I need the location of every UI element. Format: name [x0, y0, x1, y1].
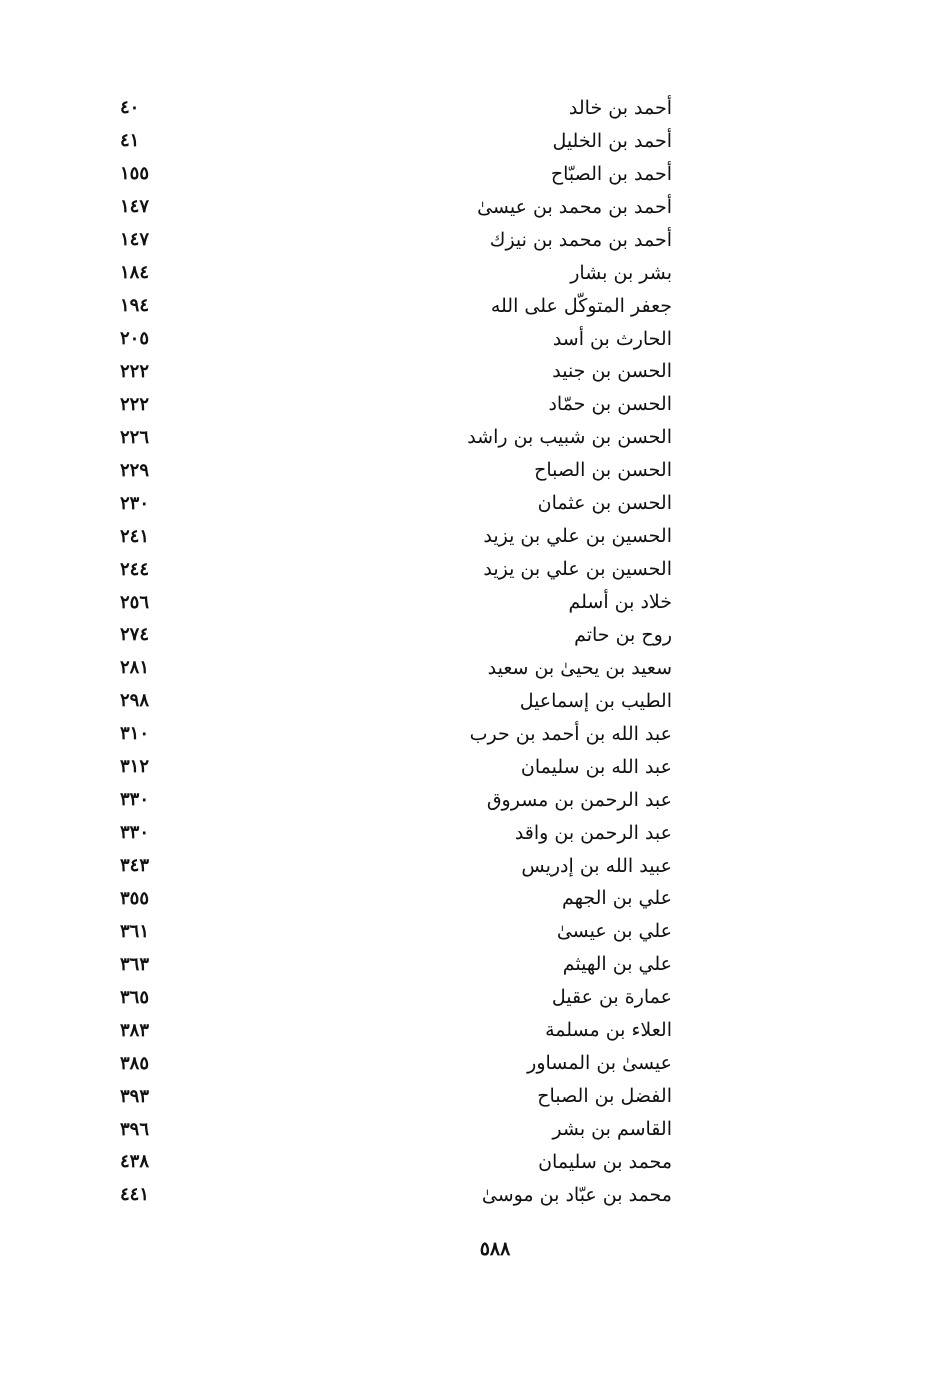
index-name: علي بن عيسىٰ [556, 920, 672, 943]
index-row [120, 619, 672, 652]
index-row [120, 1047, 672, 1080]
index-row [120, 520, 672, 553]
index-page-ref: ٣٩٣ [120, 1085, 150, 1107]
page-number: ٥٨٨ [479, 1238, 511, 1260]
index-name: أحمد بن محمد بن نيزك [489, 228, 672, 251]
index-row [120, 1113, 672, 1146]
index-page-ref: ٤١ [120, 130, 140, 152]
index-name: محمد بن عبّاد بن موسىٰ [481, 1183, 672, 1206]
index-name: الحارث بن أسد [552, 327, 672, 350]
index-page-ref: ٢٠٥ [120, 328, 150, 350]
index-page-ref: ٢٢٦ [120, 426, 150, 448]
index-name: القاسم بن بشر [552, 1118, 672, 1141]
index-row [120, 685, 672, 718]
index-row [120, 751, 672, 784]
index-row [120, 718, 672, 751]
index-page-ref: ٢٢٩ [120, 459, 150, 481]
index-name: جعفر المتوكّل على الله [490, 294, 672, 317]
index-row [120, 158, 672, 191]
index-page-ref: ١٤٧ [120, 196, 150, 218]
index-row [120, 323, 672, 356]
index-row [120, 191, 672, 224]
index-row [120, 125, 672, 158]
index-page-ref: ٢٣٠ [120, 492, 150, 514]
index-name: بشر بن بشار [570, 261, 672, 284]
index-row [120, 487, 672, 520]
index-row [120, 1179, 672, 1212]
index-page-ref: ٢٢٢ [120, 393, 150, 415]
index-page-ref: ٢٤١ [120, 525, 150, 547]
index-page-ref: ٣٦٥ [120, 986, 150, 1008]
index-row [120, 915, 672, 948]
index-page-ref: ٣٨٥ [120, 1052, 150, 1074]
index-page-ref: ٤٣٨ [120, 1151, 150, 1173]
index-page-ref: ١٥٥ [120, 163, 150, 185]
index-name: عبد الله بن سليمان [520, 755, 672, 778]
index-name: الطيب بن إسماعيل [519, 689, 672, 712]
index-page-ref: ٢٤٤ [120, 558, 150, 580]
index-name: العلاء بن مسلمة [545, 1019, 672, 1042]
index-name: الحسين بن علي بن يزيد [483, 525, 672, 548]
index-name: علي بن الهيثم [562, 953, 672, 976]
index-page-ref: ٣٨٣ [120, 1019, 150, 1041]
index-row [120, 356, 672, 389]
index-row [120, 948, 672, 981]
index-name: أحمد بن الخليل [552, 129, 672, 152]
index-page-ref: ١٩٤ [120, 295, 150, 317]
index-row [120, 1014, 672, 1047]
index-row [120, 388, 672, 421]
index-row [120, 290, 672, 323]
index-page-ref: ٣٥٥ [120, 887, 150, 909]
index-name: الحسن بن عثمان [537, 492, 672, 515]
index-name: محمد بن سليمان [538, 1150, 672, 1173]
index-name: الحسن بن شبيب بن راشد [467, 426, 672, 449]
index-page-ref: ٣٣٠ [120, 789, 150, 811]
index-name: عبد الرحمن بن واقد [514, 821, 672, 844]
index-name: عبد الله بن أحمد بن حرب [469, 722, 672, 745]
index-name: روح بن حاتم [574, 623, 672, 646]
index-page-ref: ١٤٧ [120, 229, 150, 251]
index-name: الحسن بن الصباح [534, 459, 672, 482]
index-name: علي بن الجهم [561, 887, 672, 910]
index-page-ref: ٣٣٠ [120, 822, 150, 844]
index-page-ref: ٢٩٨ [120, 690, 150, 712]
index-page-ref: ٣٤٣ [120, 855, 150, 877]
index-name: الحسين بن علي بن يزيد [483, 558, 672, 581]
index-row [120, 257, 672, 290]
index-page-ref: ٢٢٢ [120, 360, 150, 382]
index-row [120, 1146, 672, 1179]
index-name: عبيد الله بن إدريس [521, 854, 672, 877]
index-page-ref: ٣١٢ [120, 756, 150, 778]
index-name: الحسن بن حمّاد [548, 393, 672, 416]
index-row [120, 883, 672, 916]
index-row [120, 586, 672, 619]
index-page-ref: ٢٥٦ [120, 591, 150, 613]
index-row [120, 652, 672, 685]
index-row [120, 981, 672, 1014]
index-name: عبد الرحمن بن مسروق [486, 788, 672, 811]
index-name: أحمد بن الصبّاح [550, 162, 672, 185]
index-row [120, 553, 672, 586]
index-row [120, 224, 672, 257]
index-page-ref: ١٨٤ [120, 262, 150, 284]
index-page-ref: ٤٤١ [120, 1184, 150, 1206]
index-row [120, 92, 672, 125]
index-page-ref: ٢٨١ [120, 657, 150, 679]
index-row [120, 784, 672, 817]
index-name: عمارة بن عقيل [551, 986, 672, 1009]
index-page-ref: ٣٦٣ [120, 953, 150, 975]
index-page-ref: ٢٧٤ [120, 624, 150, 646]
index-row [120, 817, 672, 850]
index-name: أحمد بن محمد بن عيسىٰ [477, 195, 672, 218]
index-name: سعيد بن يحيىٰ بن سعيد [487, 656, 672, 679]
index-page-ref: ٤٠ [120, 97, 140, 119]
index-page-ref: ٣٦١ [120, 920, 150, 942]
index-page-ref: ٣٩٦ [120, 1118, 150, 1140]
index-name: الحسن بن جنيد [552, 360, 672, 383]
index-row [120, 850, 672, 883]
index-row [120, 421, 672, 454]
index-name: الفضل بن الصباح [537, 1085, 672, 1108]
index-row [120, 1080, 672, 1113]
index-row [120, 454, 672, 487]
index-list [120, 92, 672, 1212]
index-name: عيسىٰ بن المساور [527, 1052, 672, 1075]
index-name: خلاد بن أسلم [568, 591, 672, 614]
index-page-ref: ٣١٠ [120, 723, 150, 745]
index-name: أحمد بن خالد [568, 96, 672, 119]
